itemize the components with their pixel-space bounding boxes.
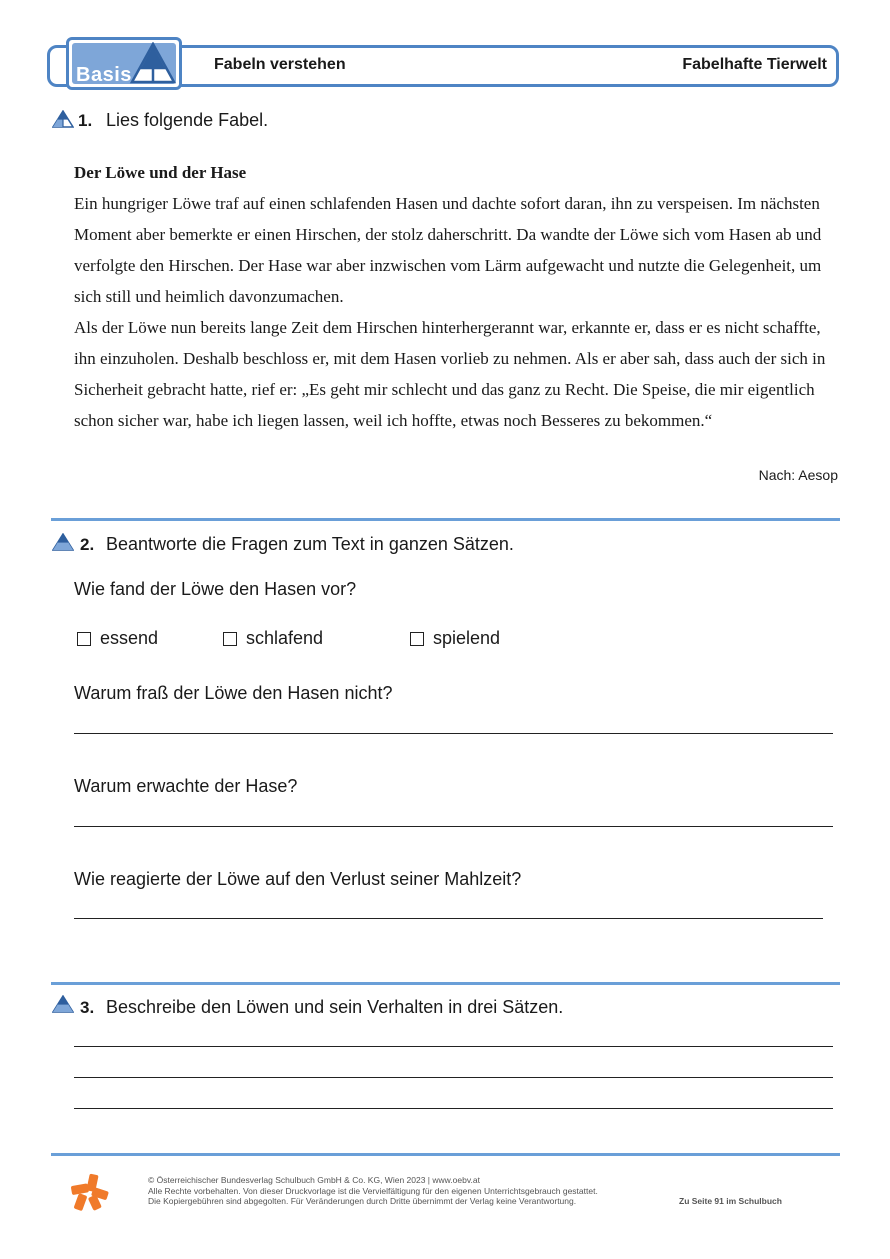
checkbox[interactable] bbox=[77, 632, 91, 646]
footer-line-2: Alle Rechte vorbehalten. Von dieser Druckvorlage ist die Vervielfältigung für den eigenen Unterrichtsgebrauch gestattet. bbox=[148, 1185, 598, 1196]
question-1: Wie fand der Löwe den Hasen vor? bbox=[74, 579, 357, 599]
worksheet-unit: Fabelhafte Tierwelt bbox=[682, 56, 827, 73]
fable-paragraph-1: Ein hungriger Löwe traf auf einen schlafenden Hasen und dachte sofort daran, ihn zu verspeisen. Im nächsten Moment aber bemerkte er einen Hirschen, der stolz daherschritt. Da wandte der Löwe sich vom Hasen ab und verfolgte den Hirschen. Der Hase war aber inzwischen vom Lärm aufgewacht und nutzte die Gelegenheit, um sich still und heimlich davonzumachen. bbox=[74, 194, 822, 306]
answer-line[interactable] bbox=[74, 1046, 833, 1047]
level-pyramid-icon bbox=[52, 110, 74, 128]
option-label: schlafend bbox=[246, 628, 324, 648]
task-2-number: 2. bbox=[80, 535, 95, 554]
checkbox[interactable] bbox=[410, 632, 424, 646]
footer-divider bbox=[51, 1153, 840, 1156]
section-divider bbox=[51, 518, 840, 521]
level-badge-label: Basis bbox=[76, 64, 132, 86]
option-schlafend[interactable] bbox=[223, 628, 323, 649]
checkbox[interactable] bbox=[223, 632, 237, 646]
fable-text bbox=[74, 157, 840, 436]
worksheet-topic: Fabeln verstehen bbox=[214, 56, 346, 73]
level-pyramid-icon bbox=[52, 995, 74, 1013]
option-essend[interactable] bbox=[77, 628, 158, 649]
section-divider bbox=[51, 982, 840, 985]
question-4: Wie reagierte der Löwe auf den Verlust seiner Mahlzeit? bbox=[74, 869, 522, 889]
task-1-instruction: Lies folgende Fabel. bbox=[106, 110, 269, 130]
footer-line-1: © Österreichischer Bundesverlag Schulbuch GmbH & Co. KG, Wien 2023 | www.oebv.at bbox=[148, 1175, 480, 1185]
option-label: spielend bbox=[433, 628, 501, 648]
option-label: essend bbox=[100, 628, 159, 648]
answer-line[interactable] bbox=[74, 733, 833, 734]
footer-copyright bbox=[148, 1175, 598, 1207]
answer-line[interactable] bbox=[74, 918, 823, 919]
question-2: Warum fraß der Löwe den Hasen nicht? bbox=[74, 683, 393, 703]
fable-title: Der Löwe und der Hase bbox=[74, 163, 247, 182]
level-badge bbox=[66, 37, 182, 90]
answer-line[interactable] bbox=[74, 1077, 833, 1078]
pyramid-icon bbox=[129, 42, 177, 86]
question-3: Warum erwachte der Hase? bbox=[74, 776, 298, 796]
level-pyramid-icon bbox=[52, 533, 74, 551]
task-1-number: 1. bbox=[78, 111, 93, 130]
answer-line[interactable] bbox=[74, 826, 833, 827]
task-3-instruction: Beschreibe den Löwen und sein Verhalten in drei Sätzen. bbox=[106, 997, 564, 1017]
task-3-number: 3. bbox=[80, 998, 95, 1017]
publisher-logo-icon bbox=[70, 1172, 110, 1212]
option-spielend[interactable] bbox=[410, 628, 500, 649]
footer-line-3: Die Kopiergebühren sind abgegolten. Für Veränderungen durch Dritte übernimmt der Verlag keine Verantwortung. bbox=[148, 1196, 577, 1206]
footer-page-reference: Zu Seite 91 im Schulbuch bbox=[679, 1196, 782, 1206]
answer-line[interactable] bbox=[74, 1108, 833, 1109]
fable-paragraph-2: Als der Löwe nun bereits lange Zeit dem Hirschen hinterhergerannt war, erkannte er, dass er es nicht schaffte, ihn einzuholen. Deshalb beschloss er, mit dem Hasen vorlieb zu nehmen. Als er aber sah, dass auch der sich in Sicherheit gebracht hatte, rief er: „Es geht mir schlecht und das ganz zu Recht. Die Speise, die mir eigentlich schon sicher war, habe ich liegen lassen, weil ich hoffte, etwas noch Besseres zu bekommen.“ bbox=[74, 318, 826, 430]
task-2-instruction: Beantworte die Fragen zum Text in ganzen Sätzen. bbox=[106, 534, 514, 554]
fable-source: Nach: Aesop bbox=[758, 467, 838, 483]
